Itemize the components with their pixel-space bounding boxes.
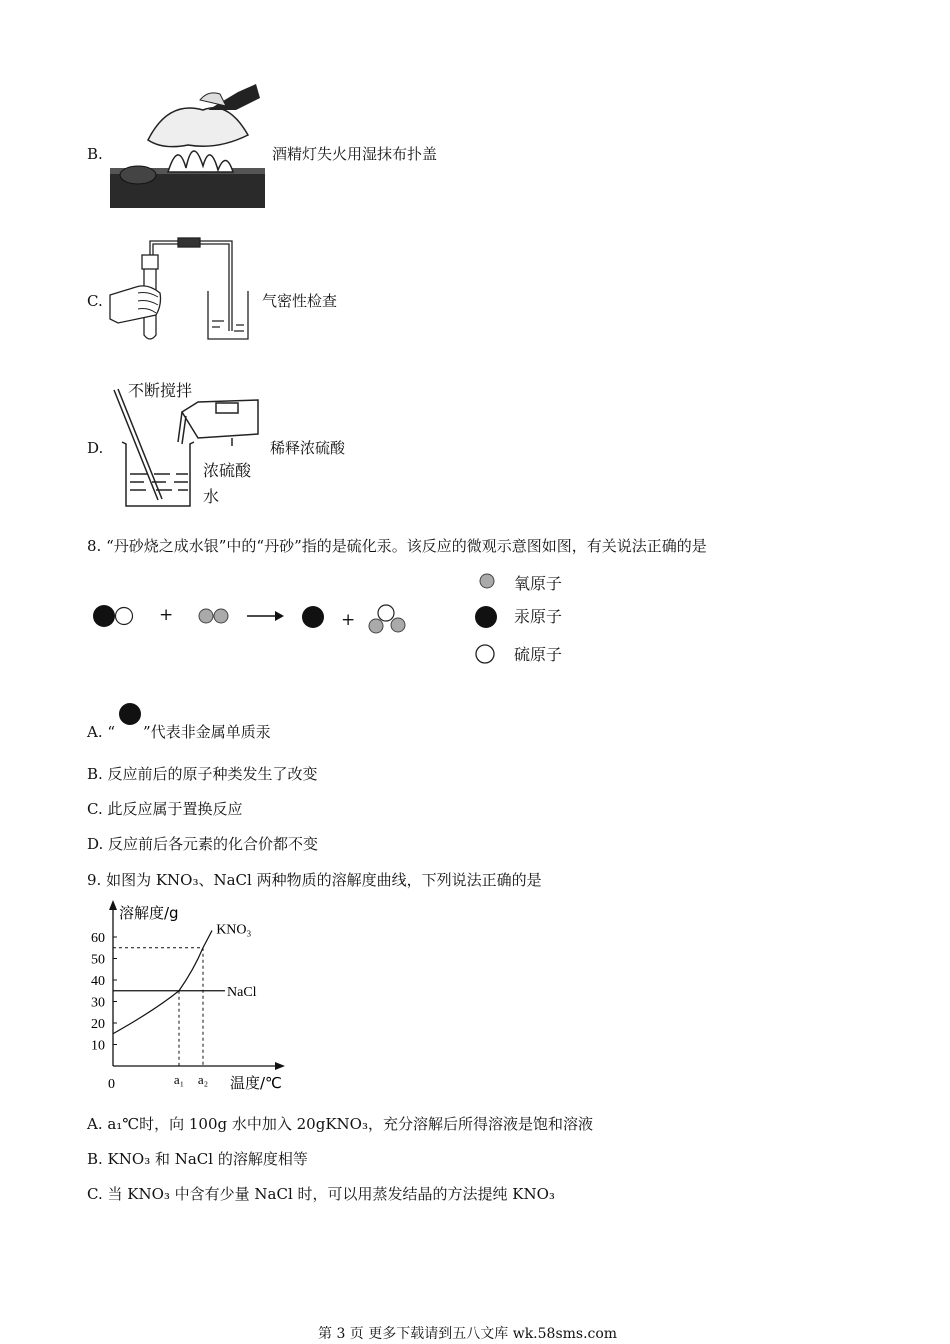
water-label: 水 <box>203 487 220 506</box>
legend-oxygen: 氧原子 <box>514 574 563 593</box>
series-label-nacl: NaCl <box>227 984 257 1000</box>
y-tick-label: 10 <box>91 1038 105 1054</box>
q9-stem: 9. 如图为 KNO₃、NaCl 两种物质的溶解度曲线，下列说法正确的是 <box>87 871 542 889</box>
q7-option-b-caption: 酒精灯失火用湿抹布扑盖 <box>272 145 438 163</box>
q7-option-c-caption: 气密性检查 <box>262 292 338 310</box>
legend-mercury: 汞原子 <box>514 607 563 626</box>
q8-option-c: C. 此反应属于置换反应 <box>87 800 243 818</box>
dilute-sulfuric-acid-image <box>108 382 268 512</box>
alcohol-lamp-fire-image <box>108 80 268 210</box>
reaction-diagram <box>85 595 425 640</box>
concentrated-acid-label: 浓硫酸 <box>203 461 252 480</box>
y-tick-label: 30 <box>91 995 105 1011</box>
y-tick-label: 20 <box>91 1017 105 1032</box>
y-axis-arrow <box>109 900 117 910</box>
y-tick-label: 40 <box>91 974 105 989</box>
q8-stem: 8. “丹砂烧之成水银”中的“丹砂”指的是硫化汞。该反应的微观示意图如图，有关说法正确的是 <box>87 537 707 555</box>
stir-label: 不断搅拌 <box>128 381 193 400</box>
mercury-atom-icon <box>115 717 143 737</box>
q8-option-a <box>87 717 271 742</box>
x-tick-a2: a₂ <box>197 1072 209 1087</box>
q7-option-d-caption: 稀释浓硫酸 <box>270 439 346 457</box>
y-tick-label: 50 <box>91 952 105 968</box>
series-line-kno3 <box>113 931 212 1034</box>
q7-option-b-letter: B. <box>87 145 103 163</box>
page-footer: 第 3 页 更多下载请到五八文库 wk.58sms.com <box>318 1326 618 1342</box>
y-axis-label: 溶解度/g <box>119 904 179 922</box>
origin-label: 0 <box>108 1077 115 1092</box>
airtightness-check-image <box>108 235 258 345</box>
q9-option-a: A. a₁℃时，向 100g 水中加入 20gKNO₃，充分溶解后所得溶液是饱和溶液 <box>87 1115 593 1133</box>
q8-option-a-prefix: A. “ <box>87 723 116 741</box>
x-axis-label: 温度/℃ <box>230 1074 282 1092</box>
legend-sulfur: 硫原子 <box>514 645 563 664</box>
q8-option-d: D. 反应前后各元素的化合价都不变 <box>87 835 319 853</box>
plus-sign-1: + <box>159 605 174 625</box>
q7-option-d-letter: D. <box>87 439 104 457</box>
plus-sign-2: + <box>341 610 356 630</box>
q8-option-a-suffix: ”代表非金属单质汞 <box>143 723 271 741</box>
atom-legend-icons <box>472 570 502 670</box>
q9-option-b: B. KNO₃ 和 NaCl 的溶解度相等 <box>87 1150 308 1168</box>
x-axis-arrow <box>275 1062 285 1070</box>
y-tick-label: 60 <box>91 931 105 946</box>
series-label-kno3: KNO₃ <box>216 922 252 938</box>
x-tick-a1: a₁ <box>173 1072 185 1087</box>
q8-option-b: B. 反应前后的原子种类发生了改变 <box>87 765 318 783</box>
q7-option-c-letter: C. <box>87 292 103 310</box>
q9-option-c: C. 当 KNO₃ 中含有少量 NaCl 时，可以用蒸发结晶的方法提纯 KNO₃ <box>87 1185 555 1203</box>
solubility-chart <box>85 898 295 1093</box>
